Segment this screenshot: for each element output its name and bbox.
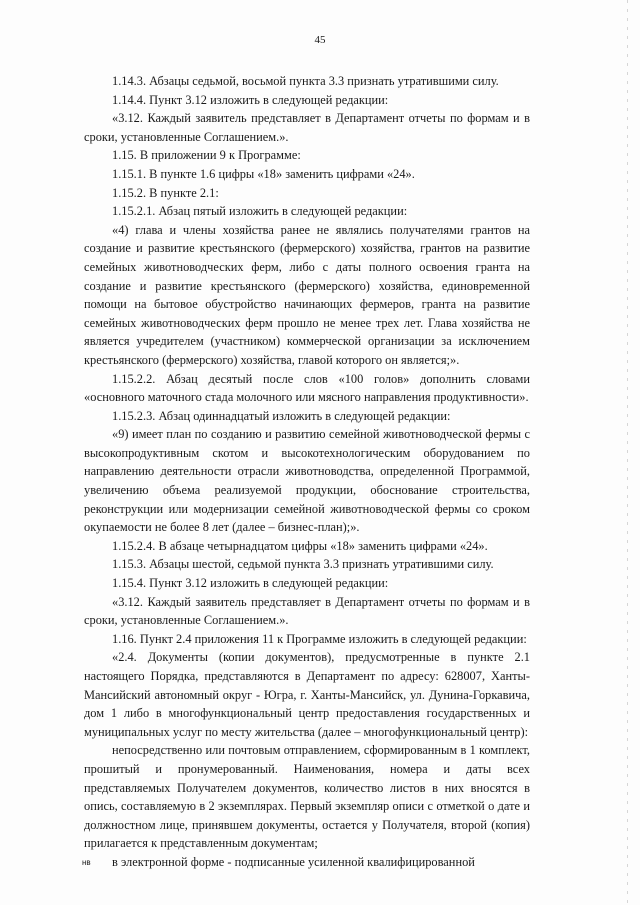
paragraph-quote-3-12-b: «3.12. Каждый заявитель представляет в Департамент отчеты по формам и в сроки, установленные Соглашением.». xyxy=(84,594,530,628)
paragraph-1-15-2-2: 1.15.2.2. Абзац десятый после слов «100 голов» дополнить словами «основного маточного стада молочного или мясного направления продуктивности». xyxy=(84,371,530,405)
paragraph-1-15-4: 1.15.4. Пункт 3.12 изложить в следующей редакции: xyxy=(112,576,389,591)
paragraph-1-15-3: 1.15.3. Абзацы шестой, седьмой пункта 3.3 признать утратившими силу. xyxy=(112,557,494,572)
paragraph-quote-3-12-a: «3.12. Каждый заявитель представляет в Департамент отчеты по формам и в сроки, установленные Соглашением.». xyxy=(84,111,530,144)
paragraph-1-15-2-1: 1.15.2.1. Абзац пятый изложить в следующей редакции: xyxy=(112,204,408,219)
scan-edge-artifact xyxy=(627,0,628,905)
paragraph-1-15-1: 1.15.1. В пункте 1.6 цифры «18» заменить цифрами «24». xyxy=(112,166,415,181)
paragraph-quote-2-4: «2.4. Документы (копии документов), предусмотренные в пункте 2.1 настоящего Порядка, представляются в Департамент по адресу: 628007, Ханты-Мансийский автономный округ - Югра, г. Ханты-Мансийск, ул. Дунина-Горкавича, дом 1 либо в многофункциональный центр предоставления государственных и муниципальных услуг по месту жительства (далее – многофункциональный центр): xyxy=(84,650,530,739)
paragraph-quote-item-9: «9) имеет план по созданию и развитию семейной животноводческой фермы с высокопродуктивным скотом и высокотехнологическим оборудованием по направлению деятельности отрасли животноводства, определенной Программой, увеличению объема реализуемой продукции, обоснование строительства, реконструкции или модернизации семейной животноводческой фермы со сроком окупаемости не более 8 лет (далее – бизнес-план);». xyxy=(84,427,530,535)
paragraph-postal-submission: непосредственно или почтовым отправлением, сформированным в 1 комплект, прошитый и пронумерованный. Наименования, номера и даты всех представляемых Получателем документов, количество листов в них вносятся в опись, составляемую в 2 экземплярах. Первый экземпляр описи с отметкой о дате и должностном лице, принявшем документы, остается у Получателя, второй (копия) прилагается к представленным документам; xyxy=(84,743,530,851)
paragraph-1-15-2-3: 1.15.2.3. Абзац одиннадцатый изложить в следующей редакции: xyxy=(112,408,451,423)
page-number: 45 xyxy=(314,34,326,46)
paragraph-1-14-4: 1.14.4. Пункт 3.12 изложить в следующей редакции: xyxy=(112,92,389,107)
paragraph-1-14-3: 1.14.3. Абзацы седьмой, восьмой пункта 3.3 признать утратившими силу. xyxy=(112,74,499,88)
paragraph-quote-item-4: «4) глава и члены хозяйства ранее не являлись получателями грантов на создание и развитие крестьянского (фермерского) хозяйства, грантов на развитие семейных животноводческих ферм, либо с даты полного освоения гранта на создание и развитие крестьянского (фермерского) хозяйства, единовременной помощи на бытовое обустройство начинающих фермеров, гранта на развитие семейных животноводческих ферм прошло не менее трех лет. Глава хозяйства не является учредителем (участником) коммерческой организации за исключением крестьянского (фермерского) хозяйства, главой которого он является;». xyxy=(84,222,530,367)
paragraph-1-15-2-4: 1.15.2.4. В абзаце четырнадцатом цифры «18» заменить цифрами «24». xyxy=(112,538,488,553)
paragraph-1-15: 1.15. В приложении 9 к Программе: xyxy=(112,148,301,163)
paragraph-1-15-2: 1.15.2. В пункте 2.1: xyxy=(112,185,219,200)
footer-initials: нв xyxy=(82,858,91,867)
paragraph-1-16: 1.16. Пункт 2.4 приложения 11 к Программе изложить в следующей редакции: xyxy=(112,631,527,646)
paragraph-electronic-submission: в электронной форме - подписанные усиленной квалифицированной xyxy=(112,854,475,869)
document-body xyxy=(84,72,530,872)
